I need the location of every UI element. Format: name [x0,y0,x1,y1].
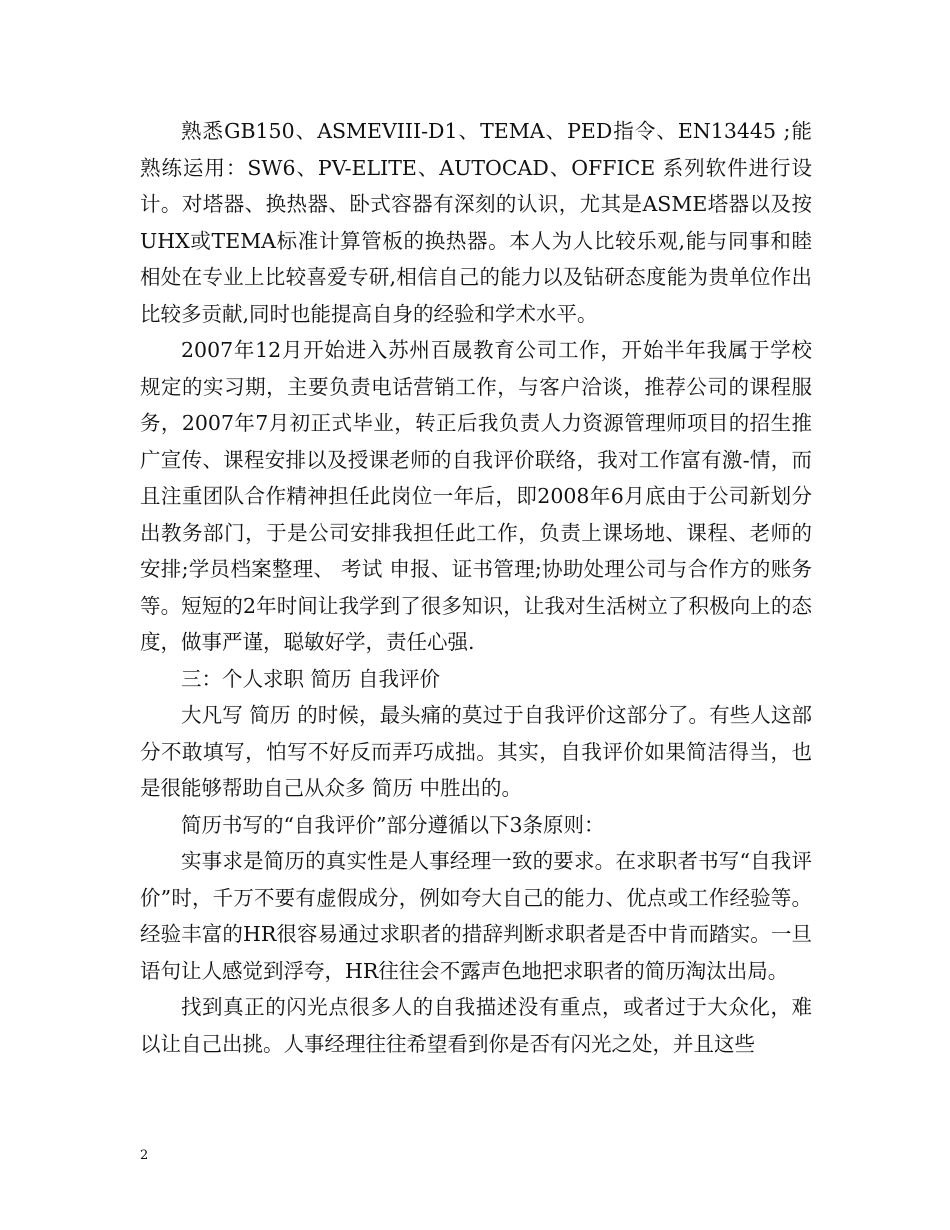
paragraph-work-experience: 2007年12月开始进入苏州百晟教育公司工作，开始半年我属于学校规定的实习期，主要负责电话营销工作，与客户洽谈，推荐公司的课程服务，2007年7月初正式毕业，转正后我负责人力资源管理师项目的招生推广宣传、课程安排以及授课老师的自我评价联络，我对工作富有激-情，而且注重团队合作精神担任此岗位一年后，即2008年6月底由于公司新划分出教务部门，于是公司安排我担任此工作，负责上课场地、课程、老师的安排;学员档案整理、 考试 申报、证书管理;协助处理公司与合作方的账务等。短短的2年时间让我学到了很多知识，让我对生活树立了积极向上的态度，做事严谨，聪敏好学，责任心强. [140,338,812,654]
paragraph-skills: 熟悉GB150、ASMEVIII-D1、TEMA、PED指令、EN13445 ;能熟练运用：SW6、PV-ELITE、AUTOCAD、OFFICE 系列软件进行设计。对塔器、换热器、卧式容器有深刻的认识，尤其是ASME塔器以及按UHX或TEMA标准计算管板的换热器。本人为人比较乐观,能与同事和睦相处在专业上比较喜爱专研,相信自己的能力以及钻研态度能为贵单位作出比较多贡献,同时也能提高自身的经验和学术水平。 [140,119,812,326]
document-body [140,113,812,1062]
section-heading: 三：个人求职 简历 自我评价 [181,666,441,691]
paragraph-self-evaluation-intro: 大凡写 简历 的时候，最头痛的莫过于自我评价这部分了。有些人这部分不敢填写，怕写不好反而弄巧成拙。其实，自我评价如果简洁得当，也是很能够帮助自己从众多 简历 中胜出的。 [140,703,812,800]
paragraph-principles-intro: 简历书写的“自我评价”部分遵循以下3条原则： [181,812,605,837]
paragraph-principle-truthfulness: 实事求是简历的真实性是人事经理一致的要求。在求职者书写“自我评价”时，千万不要有虚假成分，例如夸大自己的能力、优点或工作经验等。经验丰富的HR很容易通过求职者的措辞判断求职者是否中肯而踏实。一旦语句让人感觉到浮夸，HR往往会不露声色地把求职者的简历淘汰出局。 [140,849,812,983]
page-number: 2 [140,1148,149,1163]
paragraph-principle-highlights: 找到真正的闪光点很多人的自我描述没有重点，或者过于大众化，难以让自己出挑。人事经理往往希望看到你是否有闪光之处，并且这些 [140,995,812,1056]
